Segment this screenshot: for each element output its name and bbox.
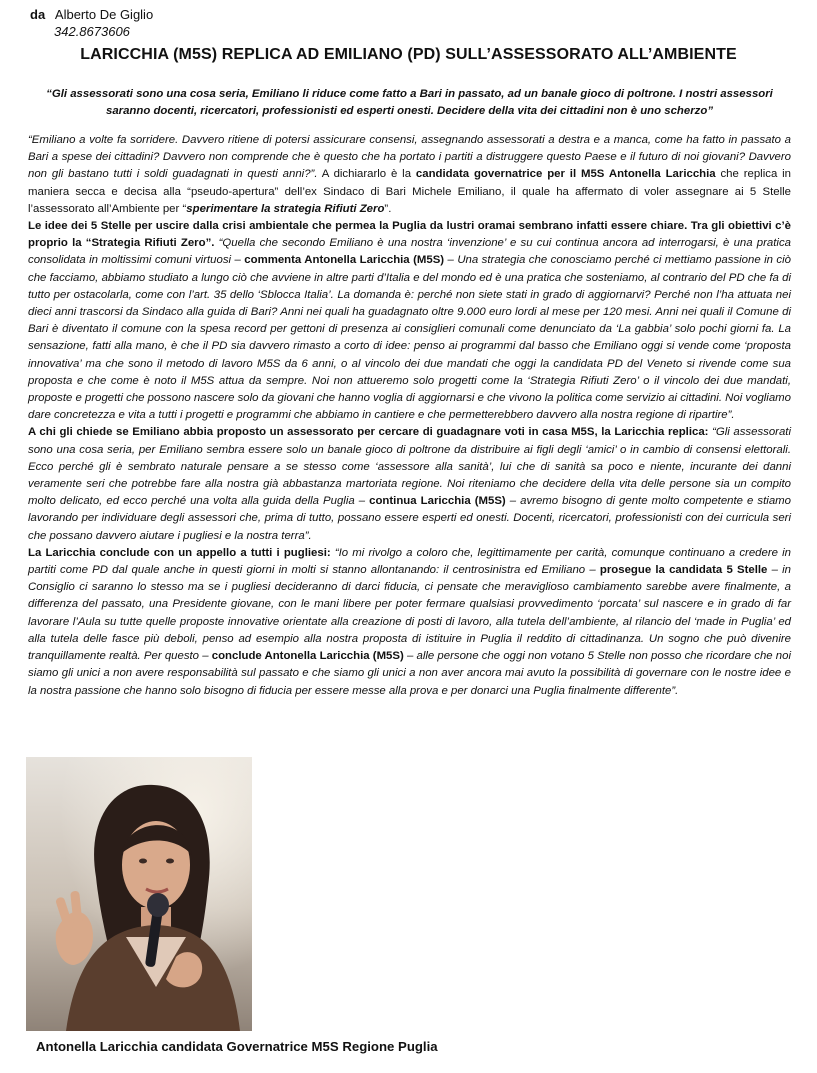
from-label: da <box>30 7 46 22</box>
paragraph-1 <box>28 132 791 218</box>
opening-quote: “Emiliano a volte fa sorridere. Davvero ritiene di potersi assicurare consensi, assegnando assessorati a destra e a manca, come ha fatto in passato a Bari a spese dei cittadini? Davvero non comprende che è questo che ha portato i partiti a distruggere questo Paese e il futuro di noi giovani? Davvero non gli bastano tutti i soldi guadagnati in questi anni?”. <box>28 134 791 181</box>
paragraph-3 <box>28 424 791 544</box>
sender-line <box>30 6 153 23</box>
phone-number: 342.8673606 <box>54 24 130 39</box>
article-body <box>28 132 791 700</box>
article-title: LARICCHIA (M5S) REPLICA AD EMILIANO (PD) SULL’ASSESSORATO ALL’AMBIENTE <box>80 46 737 63</box>
text-span: A dichiararlo è la <box>317 168 416 181</box>
author-name: Alberto De Giglio <box>54 7 154 22</box>
italic-span: “Io mi rivolgo a coloro che, legittimamente per carità, comunque continuano a credere in partiti come PD dal quale anche in questi giorni in molti si stanno allontanando: il centrosinistra ed Emiliano – <box>28 546 791 577</box>
bold-span: A chi gli chiede se Emiliano abbia proposto un assessorato per cercare di guadagnare voti in casa M5S, la Laricchia replica: <box>28 426 709 439</box>
italic-span: “Gli assessorati sono una cosa seria, per Emiliano sembra essere solo un banale gioco di poltrone da distribuire ai figli degli ‘amici’ o in cambio di consensi elettorali. Ecco perché gli è sembrato naturale pensare a se stesso come ‘assessore alla sanità’, lui che di sanità sa poco e niente, incurante dei danni veramente seri che potrebbe fare alla nostra già abbastanza martoriata regione. Noi riteniamo che decidere della vita delle persone sia un compito molto delicato, ed ecco perché una volta alla guida della Puglia – <box>28 426 791 508</box>
text-span: ”. <box>384 202 392 215</box>
bold-italic-span: sperimentare la strategia Rifiuti Zero <box>186 202 385 215</box>
italic-span: “Quella che secondo Emiliano è una nostra ‘invenzione’ e su cui continua ancora ad interrogarsi, è una pratica consolidata in moltissimi comuni virtuosi – <box>28 237 791 267</box>
italic-span: – in Consiglio ci saranno lo stesso ma se i pugliesi decideranno di darci fiducia, ci pensate che meraviglioso cambiamento sarebbe avere finalmente, a differenza del passato, una Presidente giovane, con le mani libere per poter fermare qualsiasi provvedimento ‘porcata’ sul nascere e in grado di far lavorare l’Aula su tutte quelle proposte innovative orientate alla creazione di posti di lavoro, alla tutela dell’ambiente, al rilancio del ‘made in Puglia’ ed alla tutela delle fasce più deboli, penso ad esempio alla nostra proposta di istituire in Puglia il reddito di cittadinanza. Un sogno che può divenire tranquillamente realtà. Per questo – <box>28 564 792 663</box>
bold-span: conclude Antonella Laricchia (M5S) <box>211 650 404 663</box>
sender-block <box>30 6 153 40</box>
text-span: che replica in maniera secca e decisa alla “pseudo-apertura” dell’ex Sindaco di Bari Michele Emiliano, il quale ha affermato di voler assegnare ai 5 Stelle l’assessorato all’Ambiente per “ <box>28 168 792 215</box>
candidate-photo <box>26 757 252 1031</box>
bold-span: candidata governatrice per il M5S Antonella Laricchia <box>415 168 716 181</box>
article-lead: “Gli assessorati sono una cosa seria, Emiliano li riduce come fatto a Bari in passato, ad un banale gioco di poltrone. I nostri assessori saranno docenti, ricercatori, professionisti ed esperti onesti. Decidere della vita dei cittadini non è uno scherzo” <box>46 88 773 117</box>
bold-span: commenta Antonella Laricchia (M5S) <box>244 254 445 267</box>
portrait-illustration <box>26 757 252 1031</box>
italic-span: – avremo bisogno di gente molto competente e stiamo lavorando per individuare degli assessori che, prima di tutto, possano essere esperti ed onesti. Docenti, ricercatori, professionisti con dei curricula seri che possano davvero aiutare i pugliesi e la nostra terra”. <box>28 495 791 542</box>
italic-span: – alle persone che oggi non votano 5 Stelle non posso che ricordare che noi siamo gli unici a non avere responsabilità sul passato e che siamo gli unici a non aver ancora mai avuto la possibilità di governare con le nostre idee e la nostra passione che hanno solo bisogno di fiducia per essere messe alla prova e per donarci una Puglia finalmente differente”. <box>28 650 792 697</box>
paragraph-2 <box>28 218 791 424</box>
bold-span: Le idee dei 5 Stelle per uscire dalla crisi ambientale che permea la Puglia da lustri oramai sembrano infatti essere chiare. Tra gli obiettivi c’è proprio la “Strategia Rifiuti Zero”. <box>28 220 791 250</box>
bold-span: prosegue la candidata 5 Stelle <box>599 564 768 577</box>
photo-caption: Antonella Laricchia candidata Governatrice M5S Regione Puglia <box>36 1039 438 1054</box>
bold-span: La Laricchia conclude con un appello a tutti i pugliesi: <box>28 546 331 559</box>
paragraph-4 <box>28 545 791 700</box>
italic-span: – Una strategia che conosciamo perché ci mettiamo passione in ciò che facciamo, abbiamo studiato a lungo ciò che avviene in altre parti d’Italia e del mondo ed è una pratica che sosteniamo, al contrario del PD che fa di tutto per ostacolarla, come con l’art. 35 dello ‘Sblocca Italia’. La domanda è: perché non siete stati in grado di aggiornarvi? Perché non l’ha attuata nei dieci anni trascorsi da Sindaco alla guida di Bari? Anni nei quali ha guadagnato oltre 9.000 euro lordi al mese per 120 mesi. Anni nei quali il Comune di Bari è diventato il comune con la spesa record per gettoni di presenza ai consiglieri comunali come denunciato da ‘La gabbia’ solo pochi giorni fa. La sensazione, fatti alla mano, è che il PD sia davvero rimasto a corto di idee: penso ai programmi dal basso che Emiliano oggi si vende come ‘proposta innovativa’ ma che sono il metodo di lavoro M5S da 6 anni, o al vincolo dei due mandati che oggi la candidata PD del Veneto si rivende come sua proposta e che come è noto il M5S attua da sempre. Noi non attueremo solo progetti come la ‘Strategia Rifiuti Zero’ o il vincolo dei due mandati, proposte e progetti che possono nascere solo da giovani che hanno voglia di aggiornarsi e che vivono la politica come servizio ai cittadini. Noi vogliamo dare concretezza e vita a tutti i progetti e programmi che abbiamo in cantiere e che permetterebbero davvero alla nostra regione di ripartire”. <box>28 254 791 422</box>
bold-span: continua Laricchia (M5S) <box>369 495 506 508</box>
